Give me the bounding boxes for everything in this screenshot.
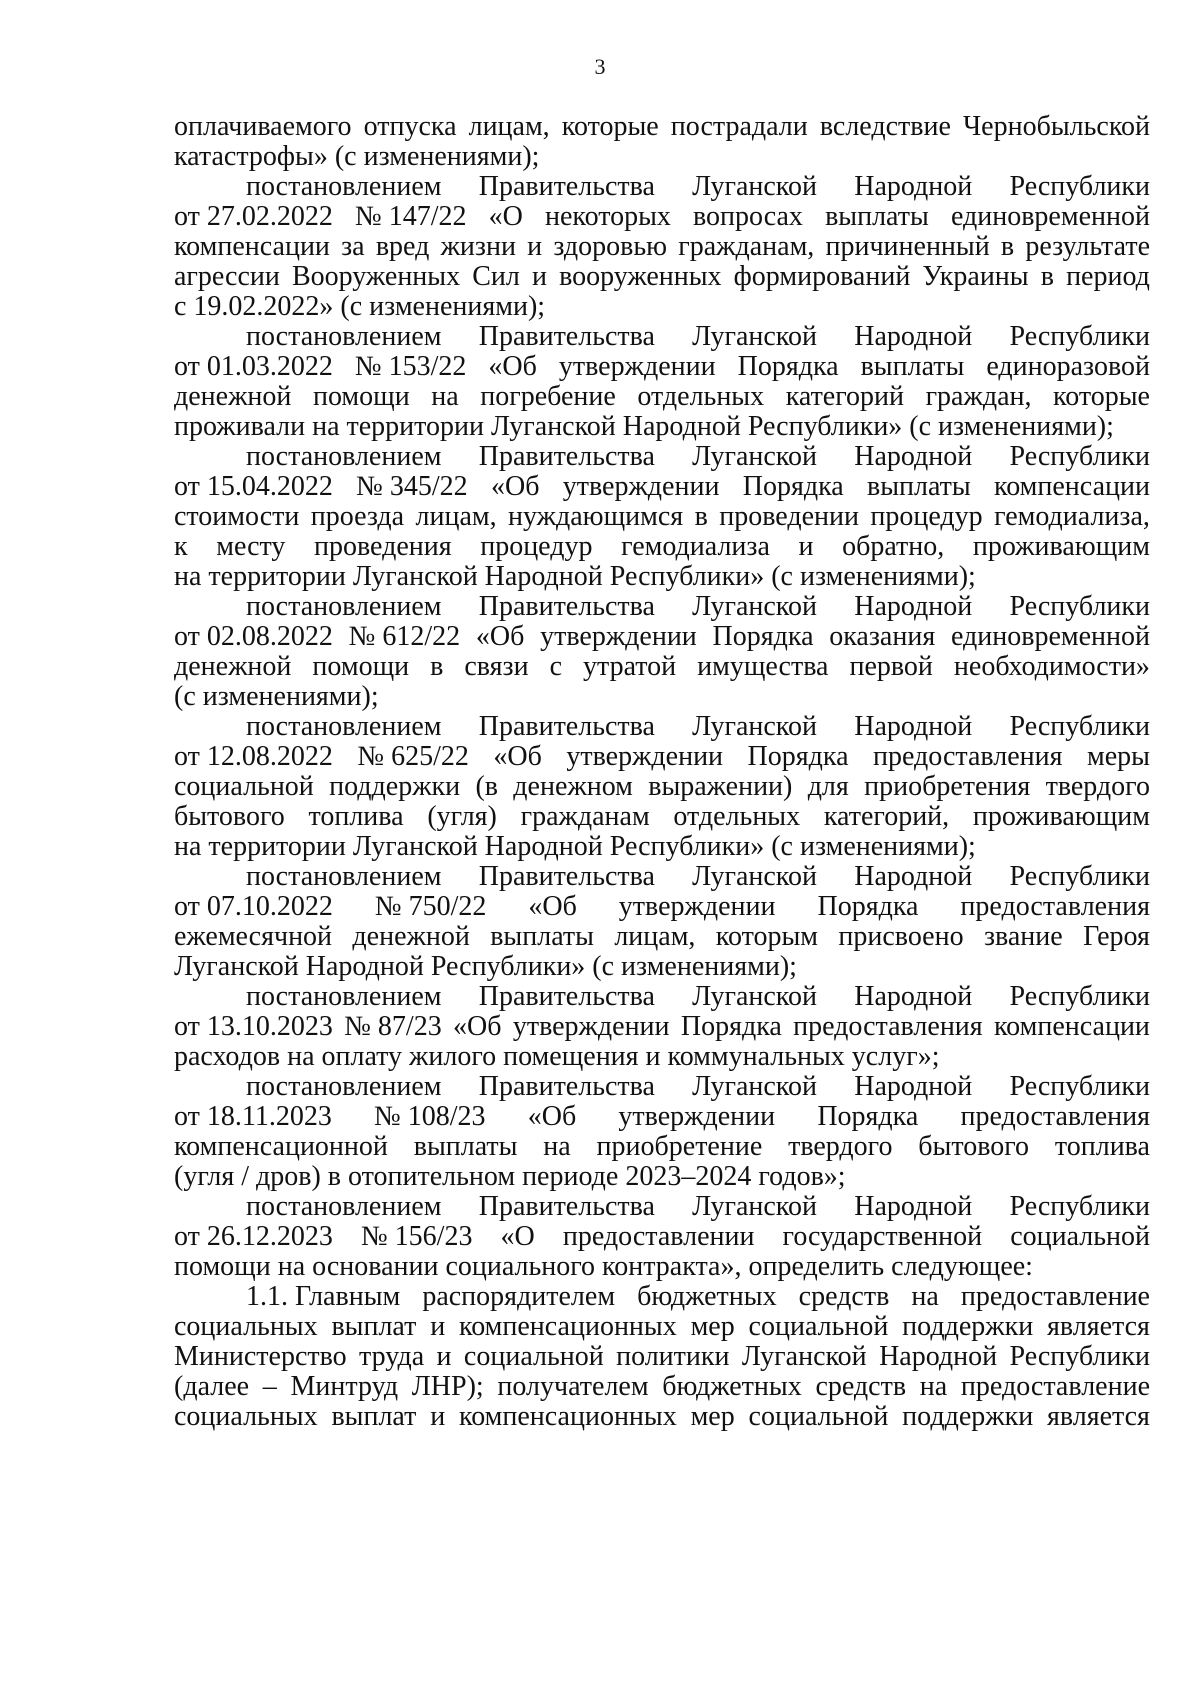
word: единовременной [950, 621, 1150, 652]
word: выплаты [860, 351, 965, 382]
word: звание [983, 921, 1063, 952]
word: государственной [782, 1221, 983, 1252]
word: от 26.12.2023 [174, 1221, 333, 1252]
word: проведении [719, 501, 859, 532]
word: вооруженных [559, 261, 722, 292]
word: Республики [1009, 1071, 1150, 1102]
word: (в [475, 771, 498, 802]
word: период [1066, 261, 1150, 292]
word: № 750/22 [374, 891, 487, 922]
word: утверждении [558, 351, 716, 382]
word: Народной [879, 1341, 998, 1372]
word: утверждении [562, 471, 720, 502]
word: и [436, 1341, 452, 1372]
text-line [174, 1222, 1150, 1252]
word: Республики [1009, 1341, 1150, 1372]
word: проживающим [972, 801, 1150, 832]
text-line: (с изменениями); [174, 681, 379, 712]
word: Республики [1009, 591, 1150, 622]
text-line [174, 592, 1150, 622]
word: от 18.11.2023 [174, 1101, 332, 1132]
word: «Об [527, 1101, 577, 1132]
word: Порядка [712, 621, 814, 652]
word: для [807, 771, 849, 802]
word: денежной [174, 381, 292, 412]
word: Правительства [478, 981, 655, 1012]
text-line [174, 772, 1150, 802]
word: выплаты [866, 471, 971, 502]
word: с [549, 651, 562, 682]
word: «Об [528, 891, 577, 922]
word: ежемесячной [174, 921, 333, 952]
word: получателем [497, 1371, 649, 1402]
text-line [174, 802, 1150, 832]
word: на [911, 1281, 939, 1312]
word: процедур [480, 531, 593, 562]
word: бытового [918, 1131, 1030, 1162]
word: Правительства [478, 1191, 655, 1222]
word: труда [359, 1341, 425, 1372]
word: от 15.04.2022 [174, 471, 333, 502]
word: Луганской [692, 981, 817, 1012]
word: категорий, [823, 801, 950, 832]
word: формирований [733, 261, 911, 292]
text-line [174, 1282, 1150, 1312]
word: выплаты [825, 201, 929, 232]
word: приобретение [596, 1131, 763, 1162]
word: является [1047, 1401, 1150, 1432]
word: Народной [854, 861, 973, 892]
word: Луганской [741, 1341, 867, 1372]
word: Правительства [478, 591, 655, 622]
word: Луганской [692, 591, 817, 622]
word: Правительства [478, 171, 655, 202]
word: результате [1025, 231, 1150, 262]
word: социальных [174, 1311, 318, 1342]
word: Героя [1083, 921, 1150, 952]
word: социальной [1010, 1221, 1150, 1252]
word: которые [1053, 381, 1150, 412]
word: № 87/23 [344, 1011, 442, 1042]
text-line [174, 982, 1150, 1012]
text-line [174, 202, 1150, 232]
word: за [341, 231, 365, 262]
word: Народной [854, 1071, 973, 1102]
document-body [174, 112, 1150, 1432]
text-line [174, 1402, 1150, 1432]
word: и [430, 1311, 446, 1342]
word: социальной [748, 1401, 889, 1432]
word: Республики [1009, 1191, 1150, 1222]
word: причиненный [825, 231, 990, 262]
word: «Об [488, 351, 537, 382]
word: «Об [490, 471, 540, 502]
text-line [174, 1102, 1150, 1132]
word: № 612/22 [348, 621, 461, 652]
word: жизни [440, 231, 516, 262]
word: № 108/23 [374, 1101, 486, 1132]
word: процедур [870, 501, 983, 532]
word: является [1047, 1311, 1150, 1342]
word: к [174, 531, 188, 562]
word: мер [690, 1401, 735, 1432]
word: Порядка [817, 891, 919, 922]
text-line: помощи на основании социального контракта», определить следующее: [174, 1251, 1033, 1282]
word: политики [616, 1341, 730, 1372]
word: постановлением [246, 1191, 442, 1222]
word: постановлением [246, 441, 442, 472]
word: Луганской [692, 321, 817, 352]
word: бюджетных [637, 1281, 777, 1312]
word: гражданам [520, 801, 650, 832]
word: Чернобыльской [962, 111, 1150, 142]
word: Республики [1009, 321, 1150, 352]
word: в [1000, 231, 1015, 262]
word: агрессии [174, 261, 280, 292]
word: от 01.03.2022 [174, 351, 333, 382]
word: постановлением [246, 171, 442, 202]
word: вред [375, 231, 430, 262]
word: (угля) [427, 801, 497, 832]
word: отпуска [363, 111, 457, 142]
word: меры [1087, 741, 1150, 772]
text-line: на территории Луганской Народной Республики» (с изменениями); [174, 831, 976, 862]
word: топлива [1054, 1131, 1150, 1162]
word: Народной [854, 981, 973, 1012]
text-line [174, 922, 1150, 952]
word: № 147/22 [355, 201, 467, 232]
word: стоимости [174, 501, 300, 532]
word: Республики [1009, 981, 1150, 1012]
word: утверждении [512, 1011, 670, 1042]
text-line [174, 472, 1150, 502]
word: и [531, 261, 547, 292]
word: твердого [1045, 771, 1150, 802]
text-line: с 19.02.2022» (с изменениями); [174, 291, 546, 322]
word: от 02.08.2022 [174, 621, 333, 652]
text-line: проживали на территории Луганской Народной Республики» (с изменениями); [174, 411, 1114, 442]
word: от 27.02.2022 [174, 201, 333, 232]
word: компенсации [994, 471, 1150, 502]
text-line [174, 1072, 1150, 1102]
word: утверждении [566, 741, 724, 772]
text-line [174, 232, 1150, 262]
word: Правительства [478, 711, 655, 742]
word: выражении) [648, 771, 793, 802]
text-line [174, 1192, 1150, 1222]
word: от 07.10.2022 [174, 891, 333, 922]
word: единовременной [950, 201, 1150, 232]
word: Вооруженных [291, 261, 461, 292]
word: утверждении [618, 1101, 776, 1132]
word: Порядка [680, 1011, 782, 1042]
word: поддержки [902, 1401, 1034, 1432]
word: Минтруд [290, 1371, 399, 1402]
word: средств [798, 1281, 890, 1312]
word: Министерство [174, 1341, 347, 1372]
word: компенсации [994, 1011, 1150, 1042]
word: мер [690, 1311, 735, 1342]
text-line [174, 712, 1150, 742]
text-line [174, 622, 1150, 652]
word: выплаты [490, 921, 594, 952]
word: Народной [854, 711, 973, 742]
word: лицам, [415, 501, 497, 532]
word: Правительства [478, 441, 655, 472]
word: выплат [331, 1401, 417, 1432]
word: Сил [472, 261, 520, 292]
text-line [174, 1312, 1150, 1342]
word: отдельных [637, 381, 765, 412]
word: выплаты [413, 1131, 518, 1162]
word: предоставления [873, 741, 1063, 772]
word: Порядка [742, 471, 844, 502]
word: бюджетных [662, 1371, 802, 1402]
text-line [174, 352, 1150, 382]
text-line: на территории Луганской Народной Республики» (с изменениями); [174, 561, 976, 592]
word: средств [815, 1371, 907, 1402]
word: проезда [310, 501, 405, 532]
word: погребение [480, 381, 616, 412]
word: Порядка [817, 1101, 919, 1132]
word: месту [216, 531, 286, 562]
word: Украины [922, 261, 1029, 292]
word: помощи [312, 651, 410, 682]
word: Народной [854, 1191, 973, 1222]
word: граждан, [925, 381, 1032, 412]
word: Луганской [692, 711, 817, 742]
word: имущества [697, 651, 829, 682]
word: компенсации [174, 231, 330, 262]
word: предоставление [960, 1371, 1150, 1402]
word: «О [488, 201, 523, 232]
word: лицам, [468, 111, 550, 142]
text-line [174, 502, 1150, 532]
word: социальной [463, 1341, 604, 1372]
word: Правительства [478, 321, 655, 352]
word: предоставления [793, 1011, 983, 1042]
word: присвоено [838, 921, 964, 952]
word: поддержки [902, 1311, 1034, 1342]
word: социальной [174, 771, 314, 802]
word: «О [500, 1221, 535, 1252]
word: предоставления [960, 891, 1150, 922]
text-line: Луганской Народной Республики» (с изменениями); [174, 951, 797, 982]
word: Народной [854, 321, 973, 352]
text-line [174, 322, 1150, 352]
word: утверждении [618, 891, 776, 922]
word: утратой [583, 651, 677, 682]
word: лицам, [614, 921, 696, 952]
word: которые [561, 111, 659, 142]
text-line [174, 1342, 1150, 1372]
text-line [174, 532, 1150, 562]
word: на [919, 1371, 948, 1402]
word: здоровью [553, 231, 668, 262]
text-line: расходов на оплату жилого помещения и коммунальных услуг»; [174, 1041, 940, 1072]
word: Правительства [478, 1071, 655, 1102]
word: на [431, 381, 459, 412]
word: на [543, 1131, 571, 1162]
word: Республики [1009, 711, 1150, 742]
word: Республики [1009, 171, 1150, 202]
word: Правительства [478, 861, 655, 892]
text-line [174, 442, 1150, 472]
word: предоставление [960, 1281, 1150, 1312]
word: от 13.10.2023 [174, 1011, 333, 1042]
word: и [430, 1401, 446, 1432]
word: Луганской [692, 1191, 817, 1222]
word: Луганской [692, 1071, 817, 1102]
word: «Об [493, 741, 542, 772]
word: «Об [475, 621, 525, 652]
word: проживающим [972, 531, 1150, 562]
word: постановлением [246, 1071, 442, 1102]
word: постановлением [246, 711, 442, 742]
text-line: (угля / дров) в отопительном периоде 2023–2024 годов»; [174, 1161, 846, 1192]
word: единоразовой [986, 351, 1150, 382]
text-line [174, 112, 1150, 142]
word: Луганской [692, 171, 817, 202]
word: в [430, 651, 444, 682]
word: денежной [174, 651, 292, 682]
word: отдельных [673, 801, 801, 832]
word: гемодиализа, [994, 501, 1150, 532]
text-line [174, 862, 1150, 892]
word: Луганской [692, 861, 817, 892]
word: гражданам, [678, 231, 815, 262]
word: выплат [331, 1311, 417, 1342]
word: Народной [854, 171, 973, 202]
text-line: катастрофы» (с изменениями); [174, 141, 540, 172]
word: связи [464, 651, 529, 682]
word: вследствие [819, 111, 951, 142]
word: Народной [854, 591, 973, 622]
word: Народной [854, 441, 973, 472]
word: Республики [1009, 441, 1150, 472]
word: необходимости» [953, 651, 1150, 682]
word: «Об [453, 1011, 502, 1042]
word: первой [849, 651, 933, 682]
text-line [174, 742, 1150, 772]
text-line [174, 892, 1150, 922]
word: нуждающимся [508, 501, 684, 532]
word: ЛНР); [411, 1371, 484, 1402]
text-line [174, 262, 1150, 292]
word: № 153/22 [354, 351, 467, 382]
word: и [798, 531, 814, 562]
word: постановлением [246, 861, 442, 892]
word: в [694, 501, 708, 532]
text-line [174, 172, 1150, 202]
word: предоставлении [562, 1221, 755, 1252]
word: № 625/22 [357, 741, 469, 772]
text-line [174, 382, 1150, 412]
word: топлива [308, 801, 404, 832]
word: социальных [174, 1401, 318, 1432]
word: твердого [788, 1131, 893, 1162]
word: постановлением [246, 981, 442, 1012]
word: обратно, [842, 531, 945, 562]
word: распорядителем [422, 1281, 616, 1312]
word: постановлением [246, 321, 442, 352]
word: – [262, 1371, 277, 1402]
word: приобретения [864, 771, 1031, 802]
word: предоставления [960, 1101, 1150, 1132]
text-line [174, 1132, 1150, 1162]
word: оплачиваемого [174, 111, 352, 142]
word: Порядка [747, 741, 849, 772]
word: Луганской [692, 441, 817, 472]
word: категорий [785, 381, 904, 412]
word: компенсационной [174, 1131, 388, 1162]
page-number: 3 [594, 54, 606, 79]
word: № 156/23 [360, 1221, 473, 1252]
text-line [174, 1372, 1150, 1402]
word: от 12.08.2022 [174, 741, 333, 772]
word: в [1040, 261, 1054, 292]
word: вопросах [693, 201, 803, 232]
word: некоторых [544, 201, 671, 232]
word: Республики [1009, 861, 1150, 892]
word: постановлением [246, 591, 442, 622]
word: и [527, 231, 543, 262]
word: социальной [748, 1311, 889, 1342]
word: № 345/22 [356, 471, 468, 502]
word: проведения [313, 531, 452, 562]
word: бытового [174, 801, 285, 832]
word: пострадали [670, 111, 808, 142]
word: утверждении [540, 621, 697, 652]
word: оказания [829, 621, 936, 652]
text-line [174, 652, 1150, 682]
word: компенсационных [459, 1401, 677, 1432]
word: помощи [312, 381, 410, 412]
word: денежном [513, 771, 633, 802]
word: компенсационных [459, 1311, 677, 1342]
word: денежной [352, 921, 470, 952]
word: которым [715, 921, 819, 952]
word: 1.1. Главным [246, 1281, 401, 1312]
word: (далее [174, 1371, 250, 1402]
word: Порядка [737, 351, 839, 382]
word: поддержки [329, 771, 461, 802]
word: гемодиализа [621, 531, 770, 562]
text-line [174, 1012, 1150, 1042]
